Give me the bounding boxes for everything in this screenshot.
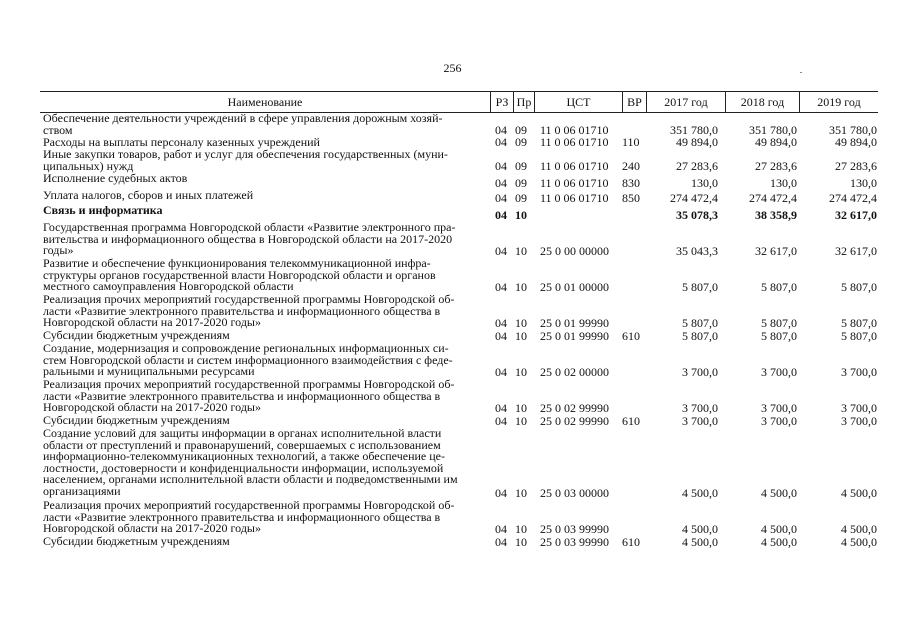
table-header: [40, 91, 878, 113]
row-2019: 4 500,0: [841, 535, 877, 549]
row-pr: 10: [515, 244, 527, 258]
table-row: [0, 113, 905, 137]
header-vr: ВР: [622, 92, 646, 112]
table-row: [0, 379, 905, 415]
header-2019: 2019 год: [799, 92, 878, 112]
row-2019: 4 500,0: [841, 522, 877, 536]
row-2019: 49 894,0: [835, 135, 877, 149]
row-cst: 25 0 01 00000: [540, 280, 609, 294]
row-pr: 09: [515, 191, 527, 205]
row-2018: 49 894,0: [755, 135, 797, 149]
row-2017: 27 283,6: [676, 159, 718, 173]
row-pr: 10: [515, 401, 527, 415]
row-cst: 11 0 06 01710: [540, 191, 609, 205]
row-pr: 10: [515, 365, 527, 379]
row-2019: 5 807,0: [841, 280, 877, 294]
row-2017: 5 807,0: [682, 329, 718, 343]
row-cst: 25 0 02 00000: [540, 365, 609, 379]
row-name: Уплата налогов, сборов и иных платежей: [43, 188, 254, 202]
row-2017: 3 700,0: [682, 414, 718, 428]
row-2018: 5 807,0: [761, 316, 797, 330]
row-rz: 04: [495, 486, 507, 500]
row-rz: 04: [495, 401, 507, 415]
table-row: [0, 222, 905, 258]
row-2019: 4 500,0: [841, 486, 877, 500]
row-2019: 5 807,0: [841, 316, 877, 330]
row-pr: 10: [515, 316, 527, 330]
row-2019: 3 700,0: [841, 414, 877, 428]
row-rz: 04: [495, 280, 507, 294]
row-2018: 3 700,0: [761, 365, 797, 379]
row-pr: 10: [515, 522, 527, 536]
row-2017: 4 500,0: [682, 522, 718, 536]
row-2018: 5 807,0: [761, 280, 797, 294]
row-cst: 25 0 02 99990: [540, 401, 609, 415]
row-name: Субсидии бюджетным учреждениям: [43, 534, 230, 548]
row-cst: 25 0 01 99990: [540, 329, 609, 343]
row-2018: 32 617,0: [755, 244, 797, 258]
row-2017: 5 807,0: [682, 316, 718, 330]
row-2017: 5 807,0: [682, 280, 718, 294]
row-pr: 10: [515, 208, 527, 222]
row-rz: 04: [495, 123, 507, 137]
row-2019: 27 283,6: [835, 159, 877, 173]
speck: [800, 72, 802, 73]
row-name: Субсидии бюджетным учреждениям: [43, 413, 230, 427]
row-cst: 11 0 06 01710: [540, 159, 609, 173]
row-2017: 35 078,3: [676, 208, 718, 222]
row-cst: 25 0 02 99990: [540, 414, 609, 428]
row-name: Субсидии бюджетным учреждениям: [43, 328, 230, 342]
row-2017: 3 700,0: [682, 365, 718, 379]
table-row: [0, 149, 905, 173]
row-2018: 38 358,9: [755, 208, 797, 222]
table-row: [0, 343, 905, 379]
row-cst: 25 0 03 99990: [540, 522, 609, 536]
row-2018: 274 472,4: [749, 191, 797, 205]
row-rz: 04: [495, 414, 507, 428]
row-2019: 5 807,0: [841, 329, 877, 343]
header-name: Наименование: [227, 95, 303, 109]
row-2019: 3 700,0: [841, 365, 877, 379]
row-2019: 351 780,0: [829, 123, 877, 137]
table-row: [0, 428, 905, 500]
row-rz: 04: [495, 522, 507, 536]
row-2017: 4 500,0: [682, 486, 718, 500]
row-2019: 274 472,4: [829, 191, 877, 205]
row-vr: 830: [622, 176, 640, 190]
row-pr: 10: [515, 535, 527, 549]
row-cst: 25 0 03 99990: [540, 535, 609, 549]
row-name: Исполнение судебных актов: [43, 171, 188, 185]
row-vr: 240: [622, 159, 640, 173]
row-rz: 04: [495, 176, 507, 190]
row-pr: 09: [515, 159, 527, 173]
row-rz: 04: [495, 191, 507, 205]
row-2019: 32 617,0: [835, 208, 877, 222]
row-name: Обеспечение деятельности учреждений в сфере управления дорожным хозяй- ством: [43, 111, 443, 137]
row-rz: 04: [495, 316, 507, 330]
table-body: [0, 113, 905, 549]
row-vr: 610: [622, 414, 640, 428]
row-name: Связь и информатика: [43, 203, 163, 217]
row-2018: 130,0: [770, 176, 797, 190]
table-row: [0, 500, 905, 536]
row-2019: 32 617,0: [835, 244, 877, 258]
row-vr: 850: [622, 191, 640, 205]
row-2018: 351 780,0: [749, 123, 797, 137]
row-cst: 11 0 06 01710: [540, 123, 609, 137]
row-pr: 09: [515, 123, 527, 137]
row-2017: 274 472,4: [670, 191, 718, 205]
row-2018: 3 700,0: [761, 401, 797, 415]
row-name: Развитие и обеспечение функционирования телекоммуникационной инфра- структуры органов государственной власти Новгородской области и органов местного самоуправления Новгородской области: [43, 256, 436, 293]
row-cst: 25 0 01 99990: [540, 316, 609, 330]
row-vr: 610: [622, 535, 640, 549]
table-row: [0, 294, 905, 330]
header-2018: 2018 год: [725, 92, 799, 112]
row-2017: 4 500,0: [682, 535, 718, 549]
row-cst: 25 0 03 00000: [540, 486, 609, 500]
row-2018: 3 700,0: [761, 414, 797, 428]
row-2018: 4 500,0: [761, 522, 797, 536]
row-2017: 351 780,0: [670, 123, 718, 137]
row-pr: 10: [515, 329, 527, 343]
row-rz: 04: [495, 244, 507, 258]
header-2017: 2017 год: [646, 92, 725, 112]
row-vr: 610: [622, 329, 640, 343]
row-2017: 35 043,3: [676, 244, 718, 258]
row-name: Реализация прочих мероприятий государственной программы Новгородской об- ласти «Развитие электронного правительства и информационного общества в Новгородской области на 2017-2020 годы»: [43, 498, 455, 535]
row-2018: 5 807,0: [761, 329, 797, 343]
row-pr: 10: [515, 280, 527, 294]
row-name: Реализация прочих мероприятий государственной программы Новгородской об- ласти «Развитие электронного правительства и информационного общества в Новгородской области на 2017-2020 годы»: [43, 292, 455, 329]
row-cst: 25 0 00 00000: [540, 244, 609, 258]
row-name: Иные закупки товаров, работ и услуг для обеспечения государственных (муни- ципальных) нужд: [43, 147, 448, 173]
row-pr: 09: [515, 135, 527, 149]
header-rz: РЗ: [490, 92, 513, 112]
row-rz: 04: [495, 365, 507, 379]
row-cst: 11 0 06 01710: [540, 176, 609, 190]
row-rz: 04: [495, 329, 507, 343]
row-name: Создание, модернизация и сопровождение региональных информационных си- стем Новгородской области и систем информационного взаимодействия с феде- ральными и муниципальными ресурсами: [43, 341, 453, 378]
row-name: Реализация прочих мероприятий государственной программы Новгородской об- ласти «Развитие электронного правительства и информационного общества в Новгородской области на 2017-2020 годы»: [43, 377, 455, 414]
row-2019: 3 700,0: [841, 401, 877, 415]
row-pr: 10: [515, 486, 527, 500]
row-vr: 110: [622, 135, 640, 149]
table-row: [0, 536, 905, 549]
page-number: 256: [443, 61, 462, 75]
header-pr: Пр: [513, 92, 534, 112]
row-cst: 11 0 06 01710: [540, 135, 609, 149]
row-2018: 4 500,0: [761, 535, 797, 549]
row-2019: 130,0: [850, 176, 877, 190]
row-rz: 04: [495, 208, 507, 222]
table-row: [0, 258, 905, 294]
row-2018: 4 500,0: [761, 486, 797, 500]
row-pr: 10: [515, 414, 527, 428]
row-name: Государственная программа Новгородской области «Развитие электронного пра- вительства и информационного общества в Новгородской области на 2017-2020 годы»: [43, 220, 456, 257]
row-2017: 3 700,0: [682, 401, 718, 415]
row-2017: 49 894,0: [676, 135, 718, 149]
header-cst: ЦСТ: [534, 92, 622, 112]
row-2018: 27 283,6: [755, 159, 797, 173]
row-pr: 09: [515, 176, 527, 190]
row-rz: 04: [495, 159, 507, 173]
row-2017: 130,0: [691, 176, 718, 190]
row-rz: 04: [495, 535, 507, 549]
row-rz: 04: [495, 135, 507, 149]
row-name: Создание условий для защиты информации в органах исполнительной власти области от преступлений и правонарушений, совершаемых с использованием информационно-телекоммуникационных технологий, а также обеспечение це- лостности, достоверности и конфиденциальности информации, используемой населением, органами исполнительной власти области и подведомственными им организациями: [43, 426, 458, 498]
row-name: Расходы на выплаты персоналу казенных учреждений: [43, 135, 320, 149]
